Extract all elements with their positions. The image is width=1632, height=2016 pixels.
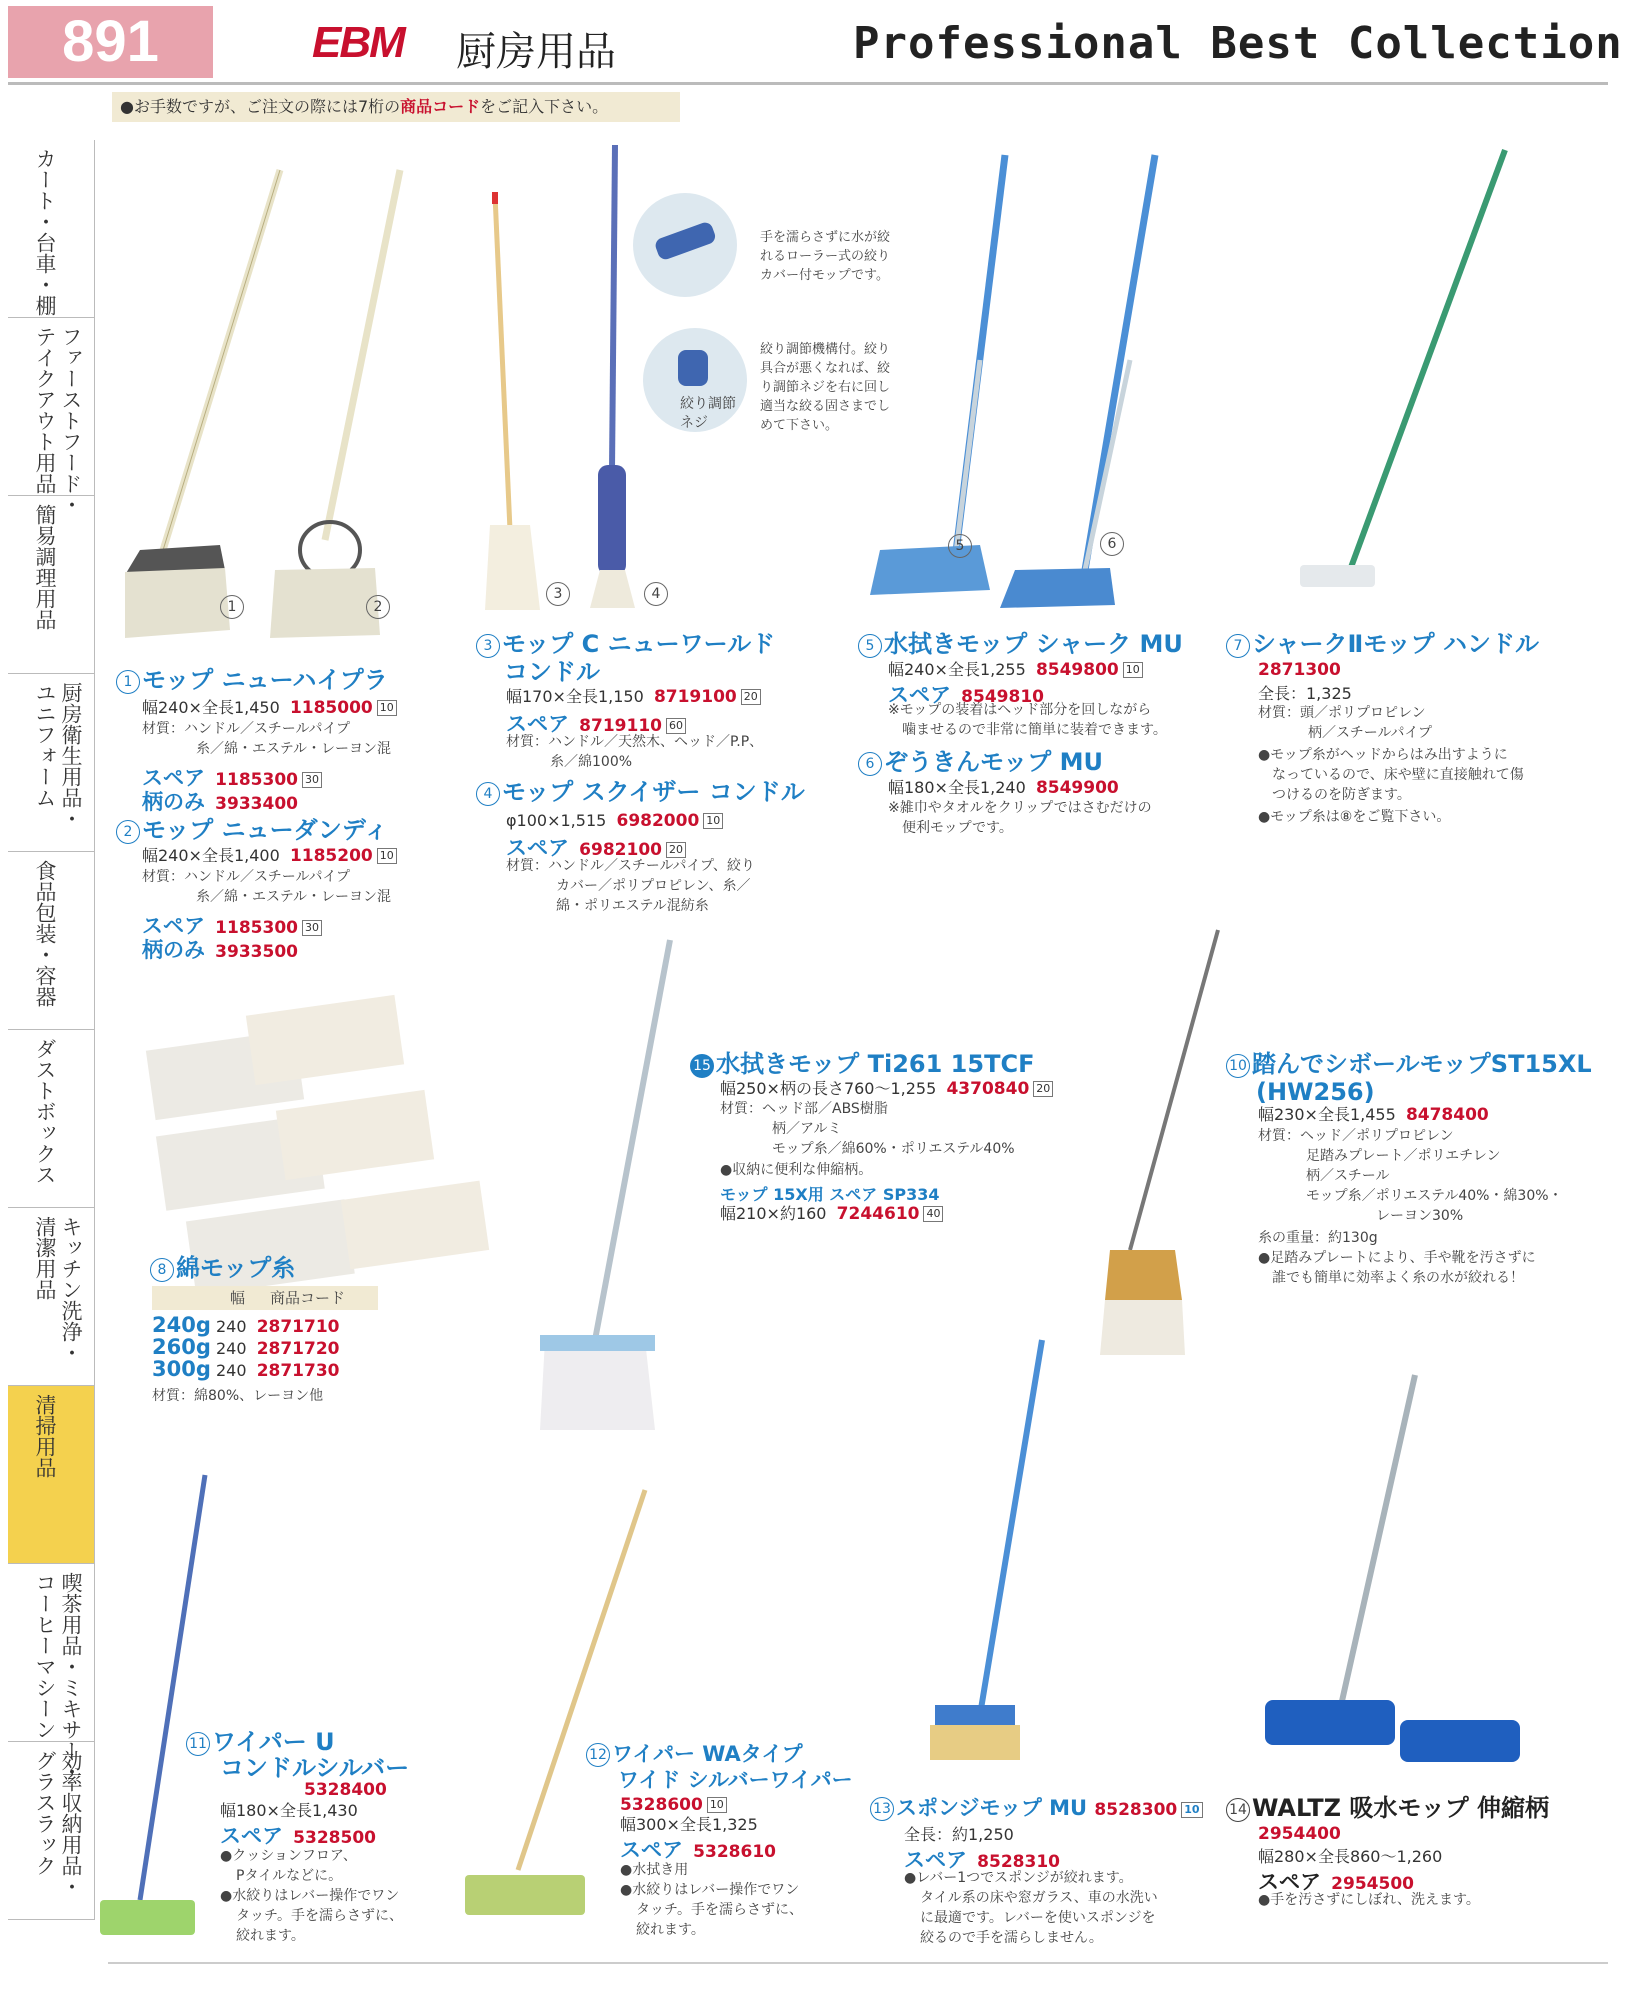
image-label-5: 5	[948, 534, 972, 558]
product-15-note: ●収納に便利な伸縮柄。	[720, 1162, 873, 1178]
product-12-note2: ●水絞りはレバー操作でワン	[620, 1882, 800, 1898]
product-4-material2: カバー／ポリプロピレン、糸／	[556, 878, 751, 894]
product-1-spare: スペア 1185300 30	[142, 762, 322, 792]
collection-title: Professional Best Collection	[853, 18, 1623, 69]
cotton-row-1: 240g 240 2871710	[152, 1313, 340, 1337]
product-5-spec: 幅240×全長1,255 8549800 10	[888, 659, 1143, 681]
product-5-note2: 噛ませるので非常に簡単に装着できます。	[902, 722, 1167, 738]
mop-shark2-handle-image	[1300, 150, 1505, 587]
product-7-note3: つけるのを防ぎます。	[1272, 787, 1411, 803]
product-1-title: 1 モップ ニューハイプラ	[116, 666, 388, 694]
product-15-material3: モップ糸／綿60%・ポリエステル40%	[772, 1141, 1015, 1157]
product-14-size: 幅280×全長860〜1,260	[1258, 1847, 1443, 1866]
image-label-3: 3	[546, 582, 570, 606]
product-12-title2: ワイド シルバーワイパー	[618, 1768, 853, 1792]
product-15-material2: 柄／アルミ	[772, 1121, 842, 1137]
product-13-note2: タイル系の床や窓ガラス、車の水洗い	[920, 1890, 1158, 1906]
product-7-code: 2871300	[1258, 660, 1341, 680]
sidebar-item-kitchen-clean[interactable]: キッチン洗浄・ 清潔用品	[8, 1208, 94, 1386]
product-7-material2: 柄／スチールパイプ	[1308, 725, 1433, 741]
product-1-material2: 糸／綿・エステル・レーヨン混	[196, 741, 392, 757]
product-15-spec: 幅250×柄の長さ760〜1,255 4370840 20	[720, 1078, 1053, 1100]
product-7-note4: ●モップ糸は⑧をご覧下さい。	[1258, 809, 1451, 825]
product-15-spare-title: モップ 15X用 スペア SP334	[720, 1185, 940, 1204]
sidebar-item-fastfood[interactable]: ファーストフード・ テイクアウト用品	[8, 318, 94, 496]
product-2-spare: スペア 1185300 30	[142, 910, 322, 940]
product-13-note: ●レバー1つでスポンジが絞れます。	[904, 1870, 1133, 1886]
mop-shark-mu-image	[870, 155, 1005, 595]
product-11-note: ●クッションフロア、	[220, 1848, 357, 1864]
product-3-material: 材質：ハンドル／天然木、ヘッド／P.P、	[506, 734, 764, 750]
sidebar-item-cleaning[interactable]: 清掃用品	[8, 1386, 94, 1564]
product-11-note2: Pタイルなどに。	[236, 1868, 343, 1884]
product-12-size: 幅300×全長1,325	[620, 1815, 758, 1834]
product-5-title: 5 水拭きモップ シャーク MU	[858, 630, 1183, 658]
mop-newworld-image	[485, 192, 540, 610]
image-label-2: 2	[366, 595, 390, 619]
product-10-material: 材質：ヘッド／ポリプロピレン	[1258, 1128, 1454, 1144]
wiper-u-image	[100, 1475, 205, 1935]
product-12-note4: 絞れます。	[636, 1922, 705, 1938]
mop-newhipura-image	[125, 170, 280, 638]
product-15-material: 材質：ヘッド部／ABS樹脂	[720, 1101, 888, 1117]
category-sidebar	[8, 140, 95, 1920]
mop-ti261-image	[540, 940, 670, 1430]
product-12-note: ●水拭き用	[620, 1862, 689, 1878]
product-13-note3: に最適です。レバーを使いスポンジを	[920, 1910, 1156, 1926]
product-12-code: 5328600 10	[620, 1794, 727, 1816]
product-13-title: 13 スポンジモップ MU 8528300 10	[870, 1794, 1203, 1824]
product-3-spec: 幅170×全長1,150 8719100 20	[506, 686, 761, 708]
product-15-spare-spec: 幅210×約160 7244610 40	[720, 1203, 943, 1225]
product-14-title: 14 WALTZ 吸水モップ 伸縮柄	[1226, 1794, 1549, 1822]
brand-logo: EBM	[312, 18, 404, 67]
mop-st15xl-image	[1100, 930, 1218, 1355]
product-3-title: 3 モップ C ニューワールド	[476, 630, 775, 658]
product-3-spare: スペア 8719110 60	[506, 708, 686, 738]
product-2-handle: 柄のみ 3933500	[142, 938, 298, 962]
product-6-spec: 幅180×全長1,240 8549900	[888, 778, 1119, 798]
product-12-title: 12 ワイパー WAタイプ	[586, 1740, 803, 1768]
product-10-material4: モップ糸／ポリエステル40%・綿30%・	[1306, 1188, 1563, 1204]
product-12-spare: スペア 5328610	[620, 1838, 776, 1862]
sponge-mop-mu-image	[930, 1340, 1042, 1760]
product-10-material3: 柄／スチール	[1306, 1168, 1390, 1184]
product-10-title2: (HW256)	[1256, 1078, 1375, 1106]
product-2-material: 材質：ハンドル／スチールパイプ	[142, 869, 351, 885]
product-11-note3: ●水絞りはレバー操作でワン	[220, 1888, 400, 1904]
product-3-material2: 糸／綿100%	[550, 754, 633, 770]
sidebar-item-cooking[interactable]: 簡易調理用品	[8, 496, 94, 674]
callout-caption-2: 絞り調節機構付。絞り 具合が悪くなれば、絞 り調節ネジを右に回し 適当な絞る固さまでし めて下さい。	[760, 342, 891, 433]
sidebar-item-coffee[interactable]: 喫茶用品・ミキサー・ コーヒーマシーン	[8, 1564, 94, 1742]
category-title: 厨房用品	[456, 29, 616, 75]
mop-zoukin-mu-image	[1000, 155, 1155, 608]
image-label-4: 4	[644, 582, 668, 606]
product-10-material5: レーヨン30%	[1376, 1208, 1464, 1224]
product-11-title: 11 ワイパー U	[186, 1728, 335, 1756]
cotton-row-2: 260g 240 2871720	[152, 1335, 340, 1359]
product-2-spec: 幅240×全長1,400 1185200 10	[142, 845, 397, 867]
mop-squeezer-image	[590, 145, 635, 608]
product-8-title: 8 綿モップ糸	[150, 1254, 295, 1282]
cotton-yarn-image	[146, 995, 489, 1296]
product-10-note: ●足踏みプレートにより、手や靴を汚さずに	[1258, 1250, 1536, 1266]
product-13-size: 全長：約1,250	[904, 1825, 1014, 1844]
product-13-note4: 絞るので手を濡らしません。	[920, 1930, 1103, 1946]
product-10-note2: 誰でも簡単に効率よく糸の水が絞れる！	[1272, 1270, 1524, 1286]
image-label-1: 1	[220, 595, 244, 619]
product-6-title: 6 ぞうきんモップ MU	[858, 748, 1103, 776]
product-10-spec: 幅230×全長1,455 8478400	[1258, 1105, 1489, 1125]
product-7-material: 材質：頭／ポリプロピレン	[1258, 705, 1426, 721]
page-number: 891	[8, 6, 213, 78]
wiper-wa-image	[465, 1490, 645, 1915]
product-7-note: ●モップ糸がヘッドからはみ出すように	[1258, 747, 1508, 763]
product-7-size: 全長：1,325	[1258, 684, 1352, 703]
product-5-note: ※モップの装着はヘッド部分を回しながら	[888, 702, 1152, 718]
product-11-note4: タッチ。手を濡らさずに、	[236, 1908, 404, 1924]
product-13-spare: スペア 8528310	[904, 1848, 1060, 1872]
product-7-title: 7 シャークⅡモップ ハンドル	[1226, 630, 1539, 658]
product-4-title: 4 モップ スクイザー コンドル	[476, 778, 805, 806]
product-7-note2: なっているので、床や壁に直接触れて傷	[1272, 767, 1524, 783]
product-1-spec: 幅240×全長1,450 1185000 10	[142, 697, 397, 719]
product-6-note2: 便利モップです。	[902, 820, 1013, 836]
product-10-material2: 足踏みプレート／ポリエチレン	[1306, 1148, 1501, 1164]
waltz-mop-image	[1265, 1375, 1520, 1762]
sidebar-item-packaging[interactable]: 食品包装・容器	[8, 852, 94, 1030]
cotton-row-3: 300g 240 2871730	[152, 1357, 340, 1381]
sidebar-item-storage[interactable]: 効率収納用品・ グラスラック	[8, 1742, 94, 1920]
product-11-title2: コンドルシルバー	[220, 1754, 410, 1782]
product-10-title: 10 踏んでシボールモップST15XL	[1226, 1050, 1592, 1078]
sidebar-item-dustbox[interactable]: ダストボックス	[8, 1030, 94, 1208]
callout-caption-1: 手を濡らさずに水が絞 れるローラー式の絞り カバー付モップです。	[760, 230, 891, 283]
product-11-size: 幅180×全長1,430	[220, 1801, 358, 1820]
product-5-spare: スペア 8549810	[888, 683, 1044, 707]
cotton-table-header: 幅 商品コード	[152, 1286, 378, 1310]
image-label-6: 6	[1100, 532, 1124, 556]
callout-screw-label: 絞り調節 ネジ	[680, 396, 736, 431]
sidebar-item-cart[interactable]: カート・台車・棚	[8, 140, 94, 318]
product-6-note: ※雑巾やタオルをクリップではさむだけの	[888, 800, 1152, 816]
product-11-code: 5328400	[304, 1780, 387, 1800]
header-divider	[8, 82, 1608, 85]
product-4-material: 材質：ハンドル／スチールパイプ、絞り	[506, 858, 755, 874]
footer-divider	[108, 1962, 1608, 1964]
product-8-material: 材質：綿80%、レーヨン他	[152, 1388, 324, 1404]
product-1-handle: 柄のみ 3933400	[142, 790, 298, 814]
product-11-spare: スペア 5328500	[220, 1824, 376, 1848]
mop-newdandy-image	[270, 170, 400, 638]
sidebar-item-hygiene[interactable]: 厨房衛生用品・ ユニフォーム	[8, 674, 94, 852]
product-14-code: 2954400	[1258, 1824, 1341, 1844]
product-12-note3: タッチ。手を濡らさずに、	[636, 1902, 804, 1918]
product-1-material: 材質：ハンドル／スチールパイプ	[142, 721, 351, 737]
product-15-title: 15 水拭きモップ Ti261 15TCF	[690, 1050, 1034, 1078]
product-10-weight: 糸の重量：約130g	[1258, 1230, 1378, 1246]
product-2-title: 2 モップ ニューダンディ	[116, 816, 388, 844]
product-11-note5: 絞れます。	[236, 1928, 305, 1944]
product-14-note: ●手を汚さずにしぼれ、洗えます。	[1258, 1892, 1480, 1908]
product-2-material2: 糸／綿・エステル・レーヨン混	[196, 889, 392, 905]
product-4-spare: スペア 6982100 20	[506, 832, 686, 862]
product-4-spec: φ100×1,515 6982000 10	[506, 810, 723, 832]
order-notice: ●お手数ですが、ご注文の際には7桁の商品コードをご記入下さい。	[112, 92, 680, 122]
product-4-material3: 綿・ポリエステル混紡糸	[556, 898, 709, 914]
product-14-spare: スペア 2954500	[1258, 1870, 1414, 1894]
product-3-title2: コンドル	[504, 658, 600, 686]
